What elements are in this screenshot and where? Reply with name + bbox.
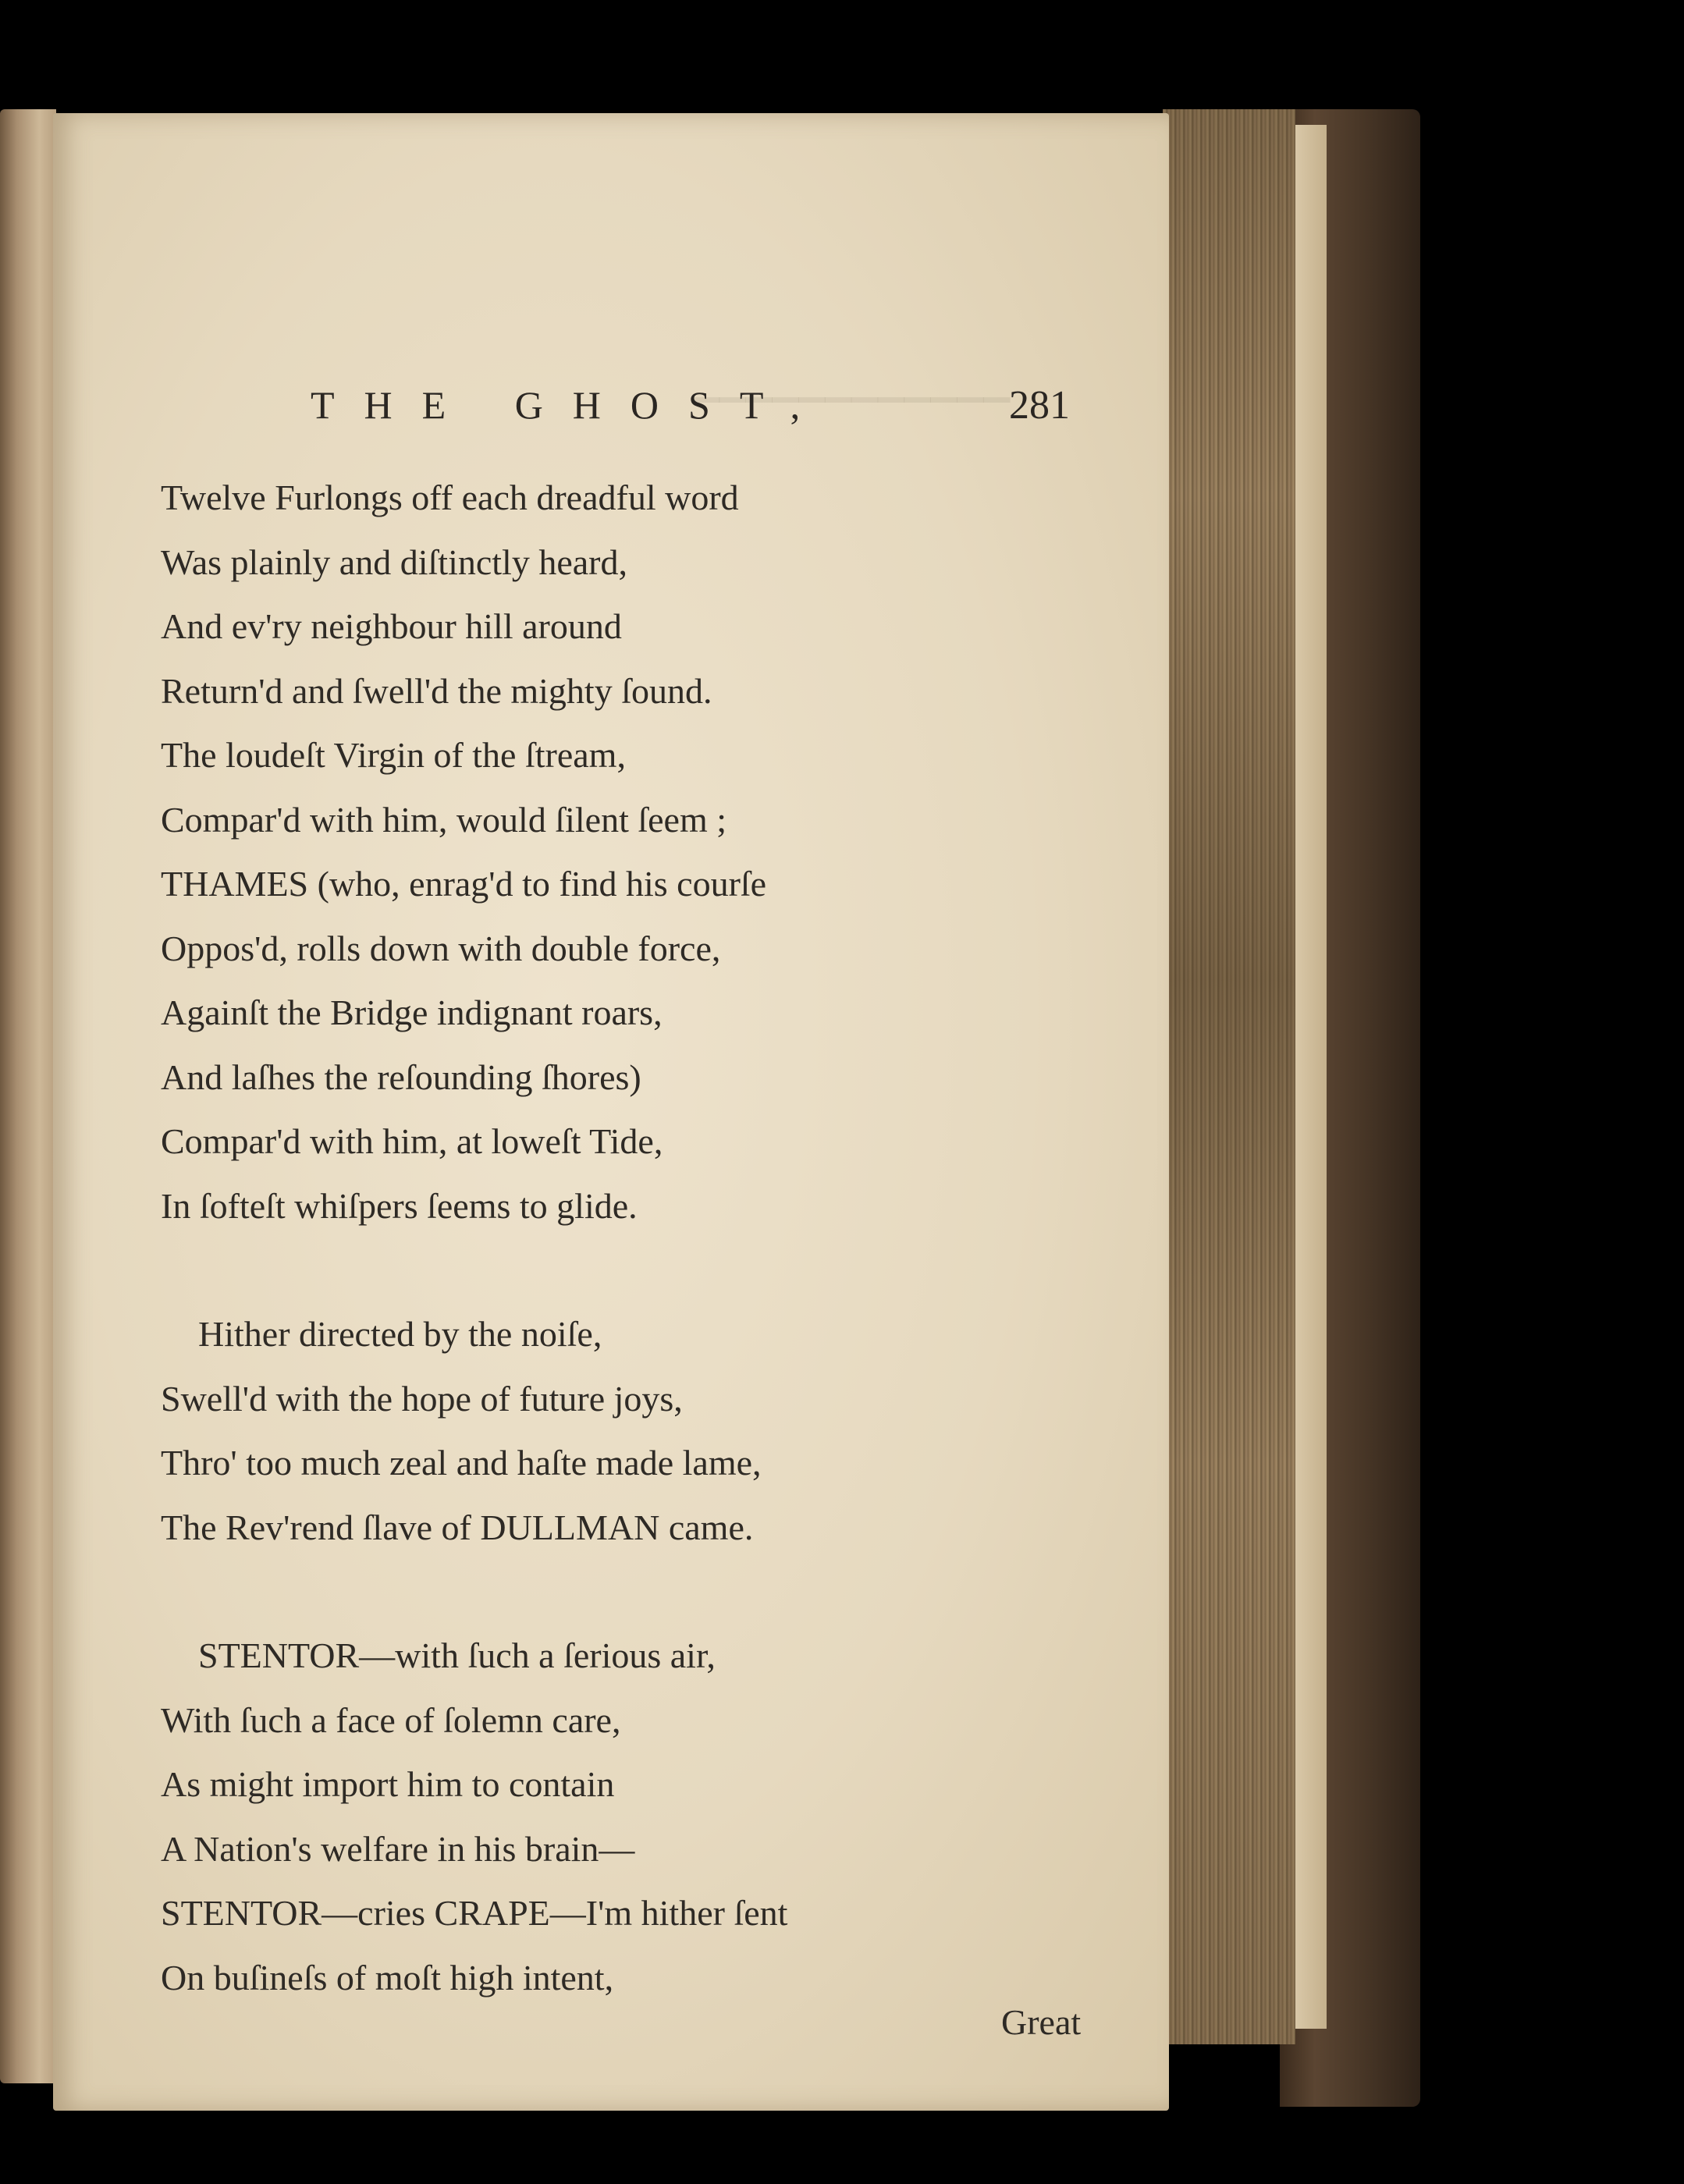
verse-line: On buſineſs of moſt high intent, [161, 1957, 614, 1998]
verse-line: With ſuch a face of ſolemn care, [161, 1699, 621, 1740]
endpaper-strip [1295, 125, 1327, 2029]
verse-line: Oppos'd, rolls down with double force, [161, 928, 721, 968]
poem-body [161, 466, 787, 2010]
show-through-text: ▁▁▁▁▁▁▁▁▁▁▁▁ [693, 363, 1011, 403]
page-number: 281 [1009, 383, 1070, 428]
verse-line: Compar'd with him, would ſilent ſeem ; [161, 799, 727, 840]
page-edges [1163, 109, 1295, 2044]
catchword: Great [1001, 2002, 1082, 2042]
verse-line: Compar'd with him, at loweſt Tide, [161, 1121, 663, 1161]
verse-line: The loudeſt Virgin of the ſtream, [161, 735, 626, 775]
stanza-3 [161, 1624, 787, 2010]
verse-line: THAMES (who, enrag'd to find his courſe [161, 864, 767, 904]
verse-line: Againſt the Bridge indignant roars, [161, 993, 663, 1032]
verse-line: STENTOR—with ſuch a ſerious air, [198, 1635, 716, 1675]
book-page [53, 113, 1169, 2111]
stanza-2 [161, 1302, 787, 1560]
stanza-1 [161, 466, 787, 1238]
verse-line: And ev'ry neighbour hill around [161, 606, 622, 646]
verse-line: Swell'd with the hope of future joys, [161, 1378, 683, 1419]
verse-line: Return'd and ſwell'd the mighty ſound. [161, 670, 712, 711]
verse-line: In ſofteſt whiſpers ſeems to glide. [161, 1185, 638, 1226]
verse-line: Was plainly and diſtinctly heard, [161, 542, 627, 582]
verse-line: A Nation's welfare in his brain— [161, 1828, 635, 1869]
verse-line: Twelve Furlongs off each dreadful word [161, 478, 739, 517]
verse-line: STENTOR—cries CRAPE—I'm hither ſent [161, 1893, 788, 1933]
verse-line: And laſhes the reſounding ſhores) [161, 1056, 641, 1097]
facing-page-edge [0, 109, 56, 2083]
verse-line: Hither directed by the noiſe, [198, 1314, 602, 1354]
verse-line: The Rev'rend ſlave of DULLMAN came. [161, 1507, 754, 1547]
verse-line: Thro' too much zeal and haſte made lame, [161, 1443, 762, 1483]
running-title: THE GHOST, [311, 383, 830, 427]
verse-line: As might import him to contain [161, 1764, 615, 1804]
